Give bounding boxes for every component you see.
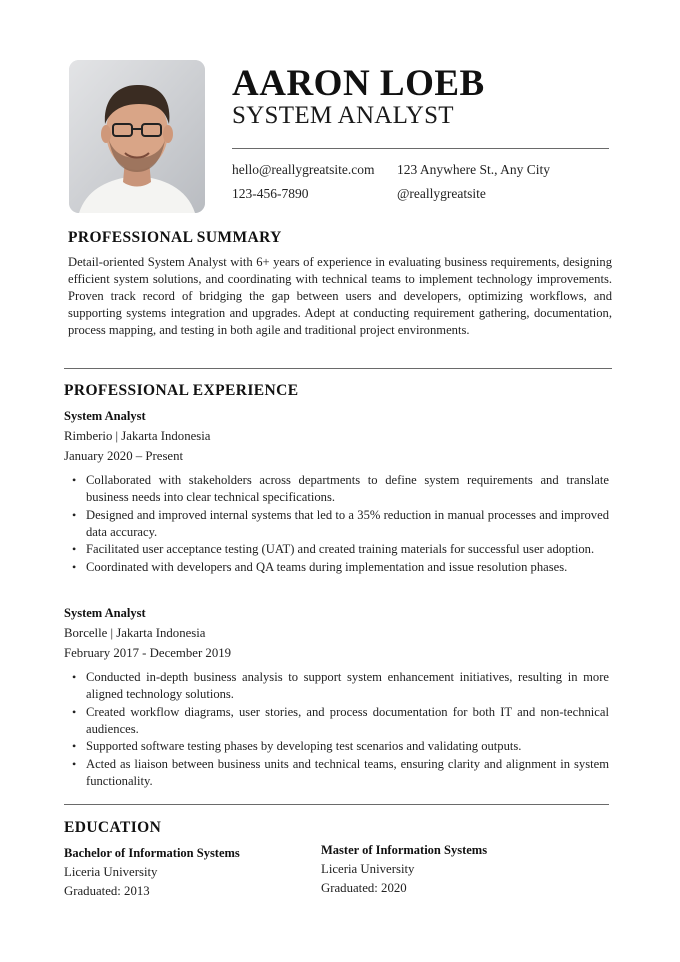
contact-phone: 123-456-7890 xyxy=(232,186,309,201)
header-divider xyxy=(232,148,609,149)
contact-email[interactable]: hello@reallygreatsite.com xyxy=(232,162,375,177)
education-1-graduated: Graduated: 2013 xyxy=(64,884,150,898)
list-item: • Supported software testing phases by developing test scenarios and validating outputs. xyxy=(70,738,609,755)
list-item: • Conducted in-depth business analysis to support system enhancement initiatives, resulting in more aligned technology solutions. xyxy=(70,669,609,703)
candidate-name: AARON LOEB xyxy=(232,63,485,104)
job-1-title: System Analyst xyxy=(64,409,146,423)
summary-divider xyxy=(64,368,612,369)
education-heading: EDUCATION xyxy=(64,819,162,836)
education-1-degree: Bachelor of Information Systems xyxy=(64,846,240,860)
list-item: • Facilitated user acceptance testing (UAT) and created training materials for successful user adoption. xyxy=(70,541,609,558)
job-1-bullets xyxy=(70,472,609,576)
profile-photo xyxy=(69,60,205,213)
education-2-graduated: Graduated: 2020 xyxy=(321,881,407,895)
contact-address: 123 Anywhere St., Any City xyxy=(397,162,551,177)
list-item: • Designed and improved internal systems that led to a 35% reduction in manual processes and improved data accuracy. xyxy=(70,507,609,541)
job-2-dates: February 2017 - December 2019 xyxy=(64,646,232,660)
list-item: • Acted as liaison between business units and technical teams, ensuring clarity and alignment in system functionality. xyxy=(70,756,609,790)
experience-heading: PROFESSIONAL EXPERIENCE xyxy=(64,382,299,399)
job-1-company: Rimberio | Jakarta Indonesia xyxy=(64,429,211,443)
list-item: • Coordinated with developers and QA teams during implementation and issue resolution phases. xyxy=(70,559,609,576)
job-2-bullets xyxy=(70,669,609,790)
experience-divider xyxy=(64,804,609,805)
education-2-degree: Master of Information Systems xyxy=(321,843,488,857)
list-item: • Collaborated with stakeholders across departments to define system requirements and translate business needs into clear technical specifications. xyxy=(70,472,609,506)
summary-heading: PROFESSIONAL SUMMARY xyxy=(68,229,282,246)
job-2-title: System Analyst xyxy=(64,606,146,620)
education-1-school: Liceria University xyxy=(64,865,158,879)
list-item: • Created workflow diagrams, user stories, and process documentation for both IT and non-technical audiences. xyxy=(70,704,609,738)
contact-social[interactable]: @reallygreatsite xyxy=(397,186,486,201)
job-1-dates: January 2020 – Present xyxy=(64,449,184,463)
job-2-company: Borcelle | Jakarta Indonesia xyxy=(64,626,206,640)
education-2-school: Liceria University xyxy=(321,862,415,876)
job-title-header: SYSTEM ANALYST xyxy=(232,102,454,129)
summary-text: Detail-oriented System Analyst with 6+ years of experience in evaluating business requirements, designing efficient system solutions, and coordinating with technical teams to implement technology improvements. Proven track record of bridging the gap between users and developers, optimizing workflows, and supporting systems integration and upgrades. Adept at conducting requirement gathering, documentation, process mapping, and testing in both agile and traditional project environments. xyxy=(68,255,612,338)
